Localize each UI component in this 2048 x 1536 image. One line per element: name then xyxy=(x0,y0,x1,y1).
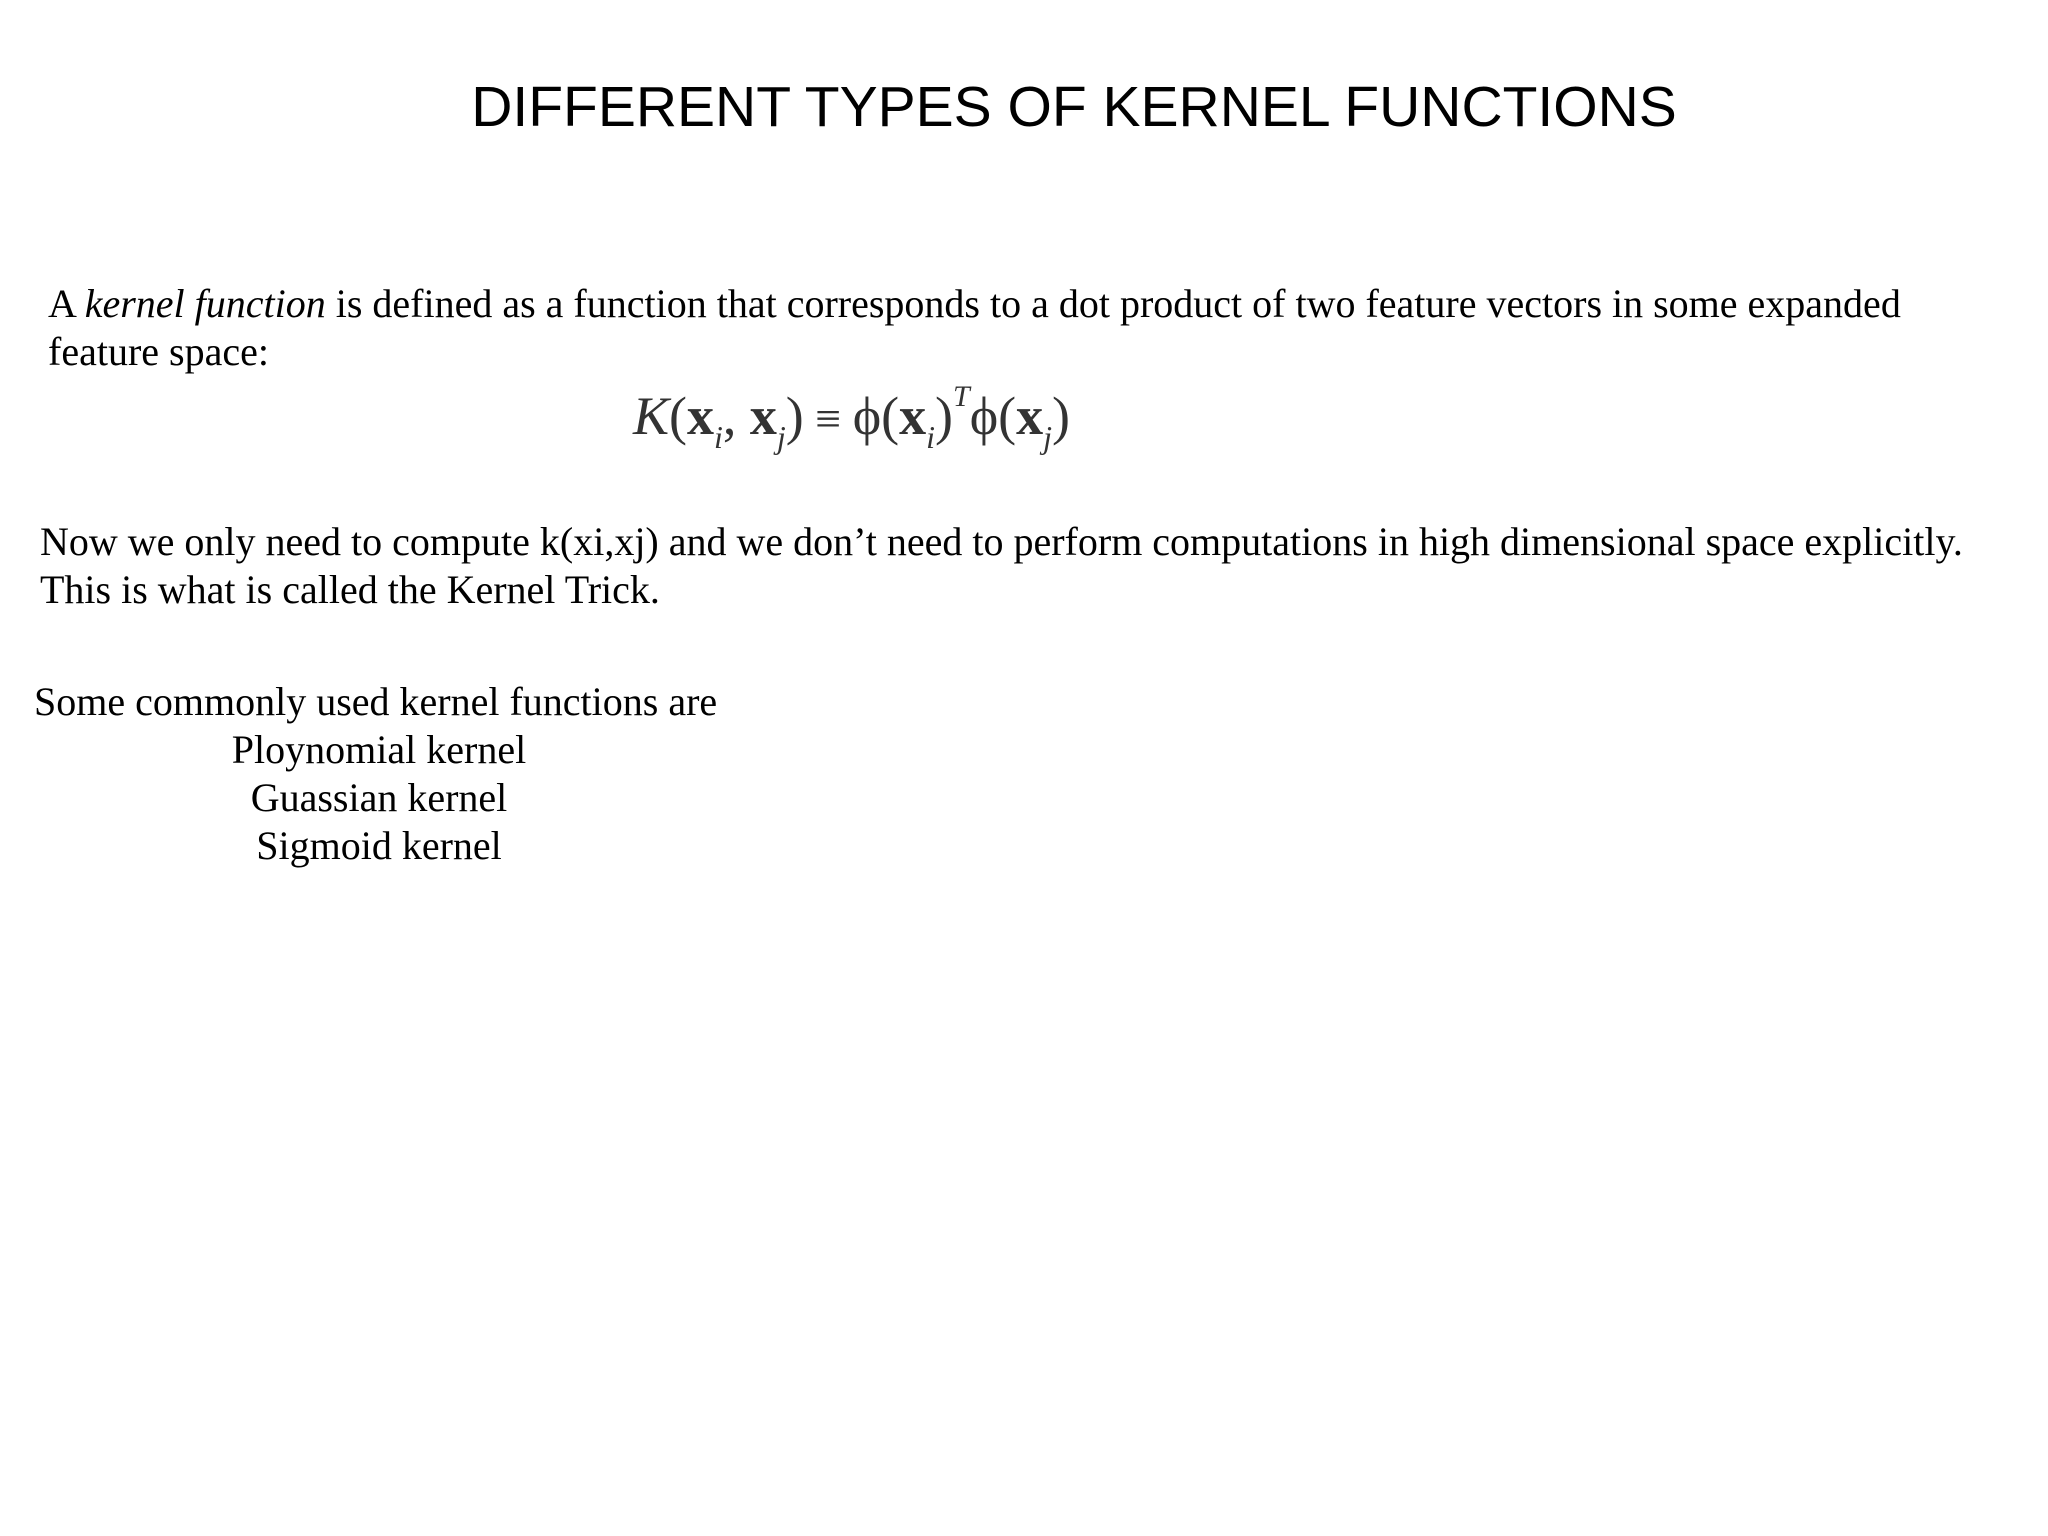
list-item: Ploynomial kernel xyxy=(231,727,527,772)
formula-close-paren: ) xyxy=(1052,386,1071,446)
definition-prefix: A xyxy=(48,281,85,326)
kernel-formula xyxy=(633,380,1071,455)
kernel-trick-paragraph xyxy=(40,518,2030,614)
formula-comma: , xyxy=(722,386,750,446)
definition-line-1-rest: is defined as a function that corresponds to a dot product of two feature vectors in some expanded xyxy=(325,281,1901,326)
kernel-function-term: kernel function xyxy=(84,281,326,326)
formula-x: x xyxy=(899,386,927,446)
formula-sup-t: T xyxy=(953,380,970,413)
formula-close-paren: ) xyxy=(935,386,954,446)
list-item: Guassian kernel xyxy=(250,775,508,820)
formula-sub-i: i xyxy=(714,419,723,455)
formula-close-paren: ) xyxy=(785,386,804,446)
trick-line-2: This is what is called the Kernel Trick. xyxy=(40,567,660,612)
formula-open-paren: ( xyxy=(881,386,900,446)
definition-line-1 xyxy=(48,280,2008,328)
trick-line-1: Now we only need to compute k(xi,xj) and we don’t need to perform computations in high dimensional space explicitly. xyxy=(40,519,1963,564)
formula-open-paren: ( xyxy=(998,386,1017,446)
formula-sub-i: i xyxy=(926,419,936,455)
formula-x: x xyxy=(1016,386,1044,446)
formula-equiv: ≡ xyxy=(803,393,853,444)
formula-sub-j: j xyxy=(1043,419,1053,455)
formula-phi: ϕ xyxy=(969,386,999,446)
formula-x: x xyxy=(687,386,715,446)
kernel-list-intro: Some commonly used kernel functions are xyxy=(34,679,718,724)
list-item: Sigmoid kernel xyxy=(256,823,502,868)
kernel-list xyxy=(34,726,724,870)
formula-k: K xyxy=(633,386,670,446)
formula-x: x xyxy=(749,386,777,446)
slide-title: DIFFERENT TYPES OF KERNEL FUNCTIONS xyxy=(471,75,1677,139)
formula-open-paren: ( xyxy=(669,386,688,446)
formula-sub-j: j xyxy=(776,419,786,455)
kernel-list-section xyxy=(34,678,724,870)
definition-line-2: feature space: xyxy=(48,329,269,374)
formula-phi: ϕ xyxy=(852,386,882,446)
kernel-definition-paragraph xyxy=(48,280,2008,376)
